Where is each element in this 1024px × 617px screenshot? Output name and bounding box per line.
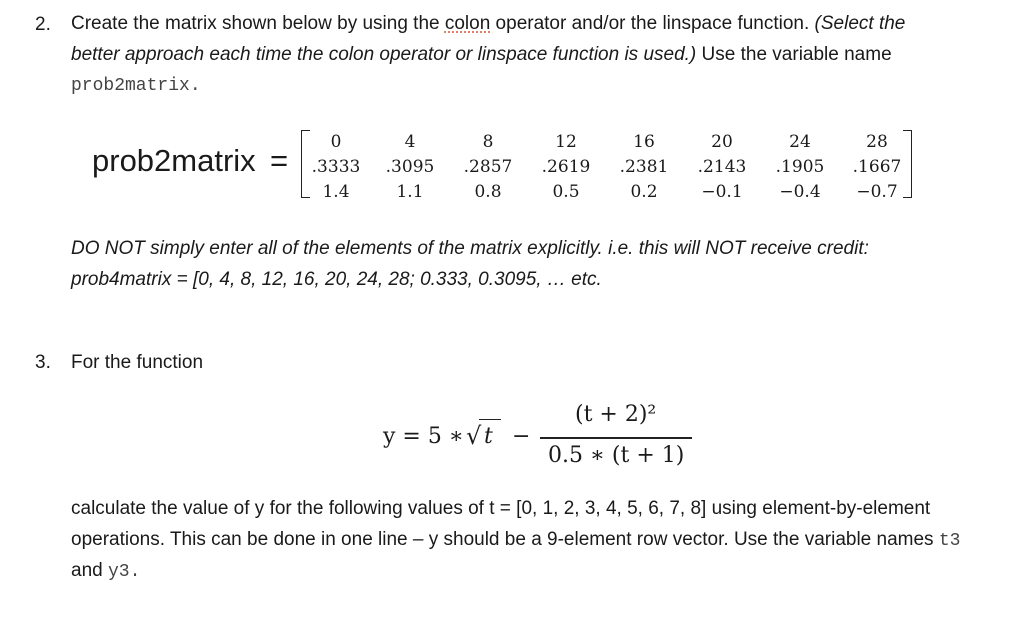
matrix-cell: 8 xyxy=(482,132,494,152)
matrix-cell: 0 xyxy=(330,132,342,152)
matrix-cell: 24 xyxy=(789,132,811,152)
matrix-cell: 12 xyxy=(555,132,577,152)
matrix-cell: 0.2 xyxy=(630,182,658,202)
matrix-label: prob2matrix xyxy=(92,143,256,178)
matrix-cell: −0.1 xyxy=(701,182,743,202)
text-segment: and xyxy=(71,560,108,581)
matrix-cell: 4 xyxy=(404,132,416,152)
fraction-numerator: (t + 2)² xyxy=(575,402,657,427)
sqrt-symbol: √ xyxy=(466,422,482,450)
question-body-line: calculate the value of y for the following values of t = [0, 1, 2, 3, 4, 5, 6, 7, 8] using element-by-element xyxy=(71,498,931,519)
colon-word: colon xyxy=(444,13,491,34)
question-text-line xyxy=(71,40,1011,70)
text-segment: Create the matrix shown below by using the xyxy=(71,13,445,34)
warning-example: prob4matrix = [0, 4, 8, 12, 16, 20, 24, 28; 0.333, 0.3095, … etc. xyxy=(71,269,602,290)
question-intro: For the function xyxy=(71,352,204,373)
equation-lhs: y = 5 ∗ xyxy=(383,424,464,449)
question-body-line xyxy=(71,525,1016,556)
matrix-cell: −0.7 xyxy=(856,182,898,202)
variable-t3: t3 xyxy=(938,531,961,551)
matrix-cell: 0.8 xyxy=(474,182,502,202)
italic-text: better approach each time the colon operator or linspace function is used.) xyxy=(71,44,697,65)
text-segment: operations. This can be done in one line – y should be a 9-element row vector. Use the variable names xyxy=(71,529,939,550)
matrix-cell: .1667 xyxy=(852,157,902,177)
matrix-cell: .1905 xyxy=(775,157,825,177)
matrix-cell: .2619 xyxy=(541,157,591,177)
matrix-cell: 1.4 xyxy=(322,182,350,202)
fraction-bar xyxy=(540,437,692,439)
variable-name: prob2matrix. xyxy=(71,76,201,96)
variable-y3: y3. xyxy=(107,562,141,582)
matrix-cell: .2381 xyxy=(619,157,669,177)
text-segment: Use the variable name xyxy=(696,44,892,65)
matrix-cell: 0.5 xyxy=(552,182,580,202)
fraction-denominator: 0.5 ∗ (t + 1) xyxy=(548,443,685,468)
question-number: 2. xyxy=(35,14,51,35)
matrix-cell: 28 xyxy=(866,132,888,152)
italic-text: (Select the xyxy=(814,13,906,34)
text-segment: operator and/or the linspace function. xyxy=(490,13,815,34)
matrix-cell: 16 xyxy=(633,132,655,152)
matrix-cell: .3333 xyxy=(311,157,361,177)
sqrt-bar xyxy=(479,419,501,420)
matrix-cell: 20 xyxy=(711,132,733,152)
matrix-cell: .2143 xyxy=(697,157,747,177)
matrix-cell: .2857 xyxy=(463,157,513,177)
matrix-cell: −0.4 xyxy=(779,182,821,202)
equals-sign: = xyxy=(270,143,289,178)
question-number: 3. xyxy=(35,352,51,373)
warning-line: DO NOT simply enter all of the elements of the matrix explicitly. i.e. this will NOT receive credit: xyxy=(71,238,869,259)
question-text-line xyxy=(71,9,1011,39)
sqrt-argument: t xyxy=(484,424,493,449)
matrix-cell: 1.1 xyxy=(396,182,424,202)
minus-sign: − xyxy=(512,424,531,449)
question-body-line xyxy=(71,556,140,587)
matrix-cell: .3095 xyxy=(385,157,435,177)
